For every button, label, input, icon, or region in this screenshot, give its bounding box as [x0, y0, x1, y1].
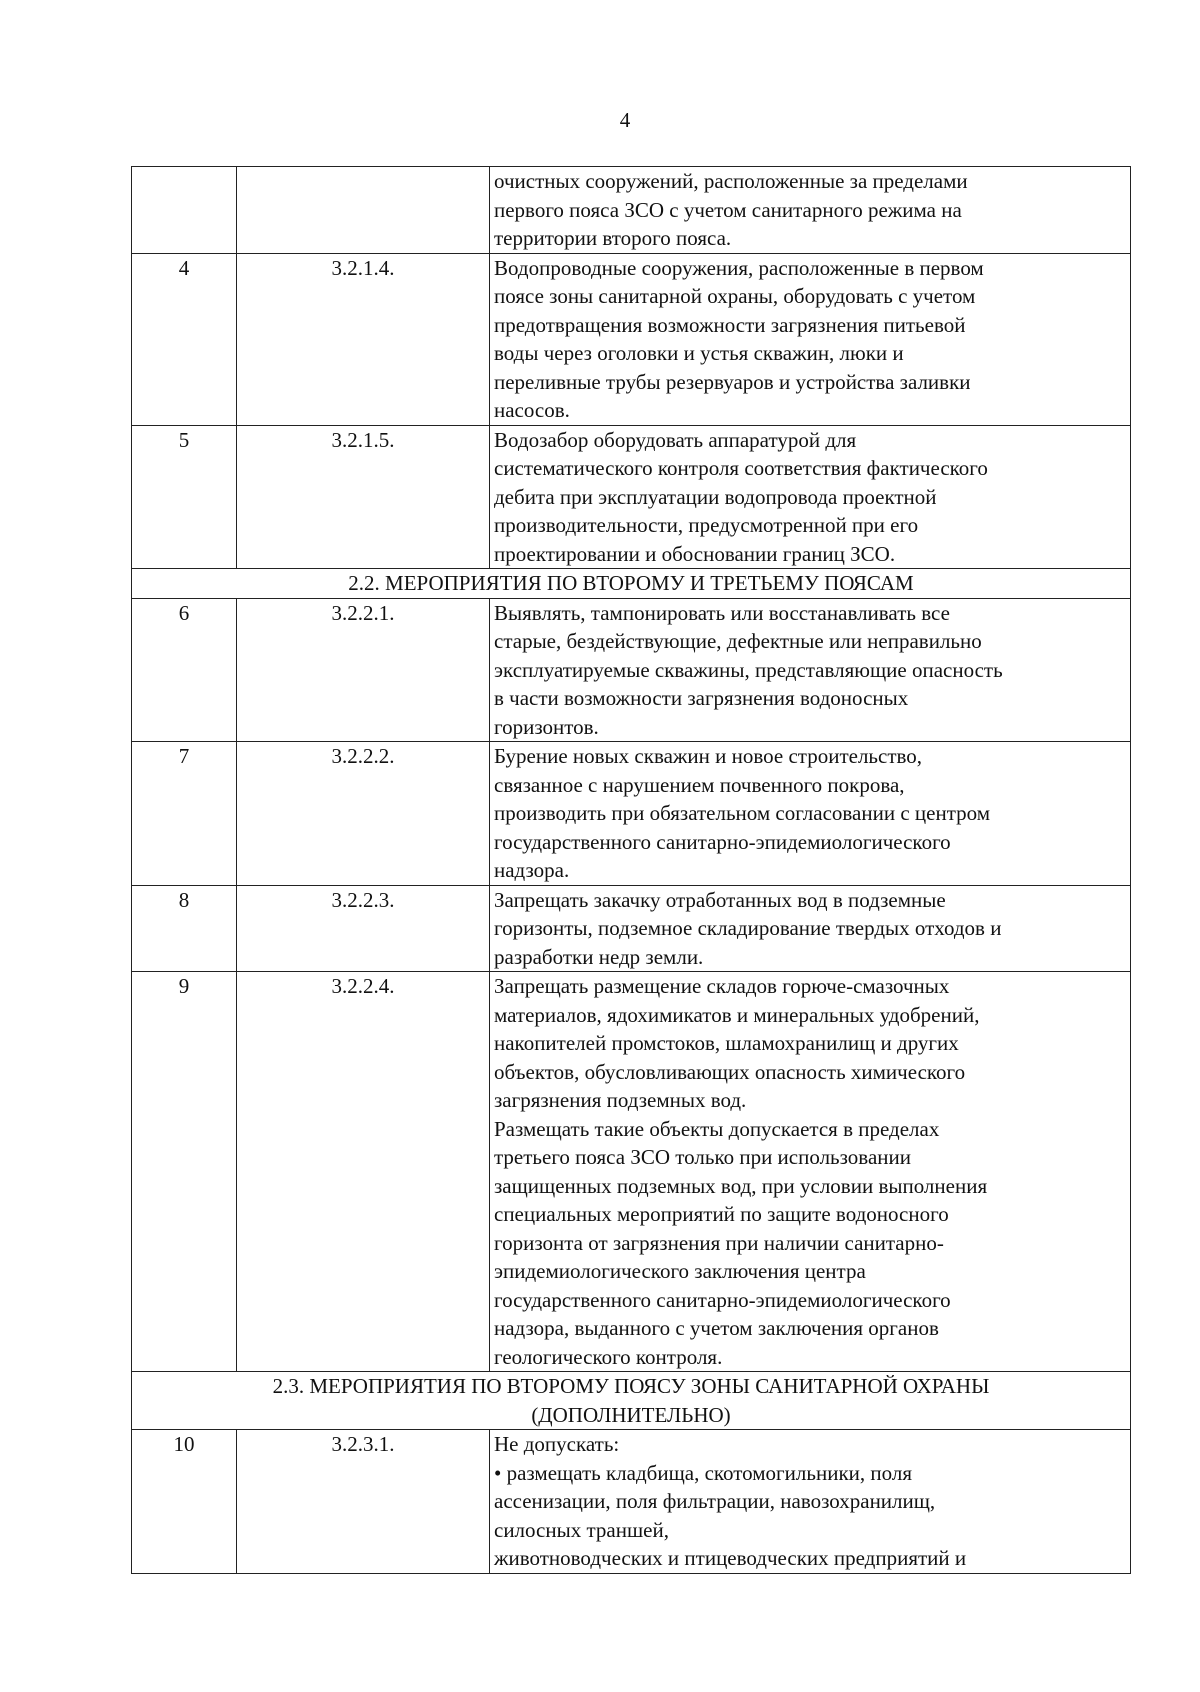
measure-text-line: • размещать кладбища, скотомогильники, поля	[494, 1460, 912, 1485]
measure-text	[490, 1430, 1131, 1574]
table-row	[132, 253, 1131, 425]
measure-text-line: Выявлять, тампонировать или восстанавливать все	[494, 600, 950, 625]
section-title-line: 2.2. МЕРОПРИЯТИЯ ПО ВТОРОМУ И ТРЕТЬЕМУ ПОЯСАМ	[348, 571, 914, 595]
clause-code: 3.2.2.2.	[237, 742, 490, 886]
measure-text-line: защищенных подземных вод, при условии выполнения	[494, 1173, 988, 1198]
measure-text-line: связанное с нарушением почвенного покрова,	[494, 772, 905, 797]
clause-code: 3.2.3.1.	[237, 1430, 490, 1574]
measure-text-line: загрязнения подземных вод.	[494, 1088, 747, 1112]
measure-text-line: воды через оголовки и устья скважин, люки и	[494, 341, 904, 365]
measure-text-line: проектировании и обосновании границ ЗСО.	[494, 541, 896, 566]
measure-text-line: территории второго пояса.	[494, 226, 732, 250]
row-number: 7	[132, 742, 237, 886]
measure-text-line: специальных мероприятий по защите водоносного	[494, 1202, 949, 1226]
measure-text	[490, 885, 1131, 972]
section-title	[132, 569, 1131, 599]
table-row	[132, 972, 1131, 1372]
row-number: 8	[132, 885, 237, 972]
clause-code: 3.2.1.4.	[237, 253, 490, 425]
measure-text-line: геологического контроля.	[494, 1344, 723, 1369]
measure-text-line: силосных траншей,	[494, 1517, 669, 1542]
row-number: 4	[132, 253, 237, 425]
measure-text-line: Не допускать:	[494, 1432, 620, 1456]
measure-text-line: животноводческих и птицеводческих предприятий и	[494, 1546, 967, 1570]
clause-code: 3.2.1.5.	[237, 425, 490, 569]
row-number: 6	[132, 598, 237, 742]
measure-text	[490, 425, 1131, 569]
measure-text-line: Запрещать размещение складов горюче-смазочных	[494, 974, 950, 998]
row-number: 9	[132, 972, 237, 1372]
measure-text	[490, 972, 1131, 1372]
measure-text-line: объектов, обусловливающих опасность химического	[494, 1059, 966, 1084]
table-row	[132, 167, 1131, 254]
measure-text-line: первого пояса ЗСО с учетом санитарного режима на	[494, 197, 962, 222]
measure-text-line: ассенизации, поля фильтрации, навозохранилищ,	[494, 1489, 936, 1513]
clause-code	[237, 167, 490, 254]
row-number	[132, 167, 237, 254]
measure-text-line: очистных сооружений, расположенные за пределами	[494, 169, 968, 193]
measure-text-line: Размещать такие объекты допускается в пределах	[494, 1116, 940, 1141]
measure-text-line: горизонты, подземное складирование твердых отходов и	[494, 916, 1002, 940]
table-row	[132, 742, 1131, 886]
table-row	[132, 598, 1131, 742]
measure-text	[490, 742, 1131, 886]
measure-text	[490, 253, 1131, 425]
measure-text-line: разработки недр земли.	[494, 944, 704, 969]
measure-text-line: Запрещать закачку отработанных вод в подземные	[494, 887, 946, 912]
page-number: 4	[619, 108, 631, 132]
measure-text-line: насосов.	[494, 398, 570, 422]
measure-text-line: дебита при эксплуатации водопровода проектной	[494, 484, 937, 509]
measure-text-line: горизонтов.	[494, 714, 599, 739]
measure-text-line: Бурение новых скважин и новое строительство,	[494, 744, 923, 768]
measures-table	[131, 166, 1131, 1574]
measure-text-line: предотвращения возможности загрязнения питьевой	[494, 312, 966, 337]
measure-text-line: материалов, ядохимикатов и минеральных удобрений,	[494, 1002, 980, 1027]
row-number: 10	[132, 1430, 237, 1574]
measure-text-line: третьего пояса ЗСО только при использовании	[494, 1145, 911, 1169]
clause-code: 3.2.2.3.	[237, 885, 490, 972]
measure-text-line: надзора.	[494, 858, 570, 882]
section-header-row	[132, 1372, 1131, 1430]
measure-text-line: эксплуатируемые скважины, представляющие опасность	[494, 657, 1003, 682]
table-row	[132, 885, 1131, 972]
table-row	[132, 425, 1131, 569]
measure-text-line: Водозабор оборудовать аппаратурой для	[494, 427, 857, 452]
measure-text-line: поясе зоны санитарной охраны, оборудовать с учетом	[494, 284, 976, 308]
measure-text-line: государственного санитарно-эпидемиологического	[494, 829, 951, 854]
measure-text-line: в части возможности загрязнения водоносных	[494, 686, 909, 710]
measure-text-line: накопителей промстоков, шламохранилищ и других	[494, 1031, 959, 1055]
measure-text	[490, 598, 1131, 742]
table-row	[132, 1430, 1131, 1574]
row-number: 5	[132, 425, 237, 569]
measure-text	[490, 167, 1131, 254]
measure-text-line: переливные трубы резервуаров и устройства заливки	[494, 369, 971, 394]
clause-code: 3.2.2.4.	[237, 972, 490, 1372]
measure-text-line: производительности, предусмотренной при его	[494, 513, 919, 537]
measure-text-line: эпидемиологического заключения центра	[494, 1259, 866, 1283]
measure-text-line: горизонта от загрязнения при наличии санитарно-	[494, 1230, 944, 1255]
measure-text-line: производить при обязательном согласовании с центром	[494, 801, 991, 825]
measures-table-body	[132, 167, 1131, 1574]
measure-text-line: старые, бездействующие, дефектные или неправильно	[494, 629, 982, 653]
section-title-line: 2.3. МЕРОПРИЯТИЯ ПО ВТОРОМУ ПОЯСУ ЗОНЫ САНИТАРНОЙ ОХРАНЫ	[272, 1374, 990, 1398]
clause-code: 3.2.2.1.	[237, 598, 490, 742]
measure-text-line: государственного санитарно-эпидемиологического	[494, 1287, 951, 1312]
section-title-line: (ДОПОЛНИТЕЛЬНО)	[531, 1402, 731, 1427]
measure-text-line: систематического контроля соответствия фактического	[494, 456, 988, 480]
section-header-row	[132, 569, 1131, 599]
section-title	[132, 1372, 1131, 1430]
measure-text-line: Водопроводные сооружения, расположенные в первом	[494, 255, 984, 280]
measure-text-line: надзора, выданного с учетом заключения органов	[494, 1316, 939, 1340]
